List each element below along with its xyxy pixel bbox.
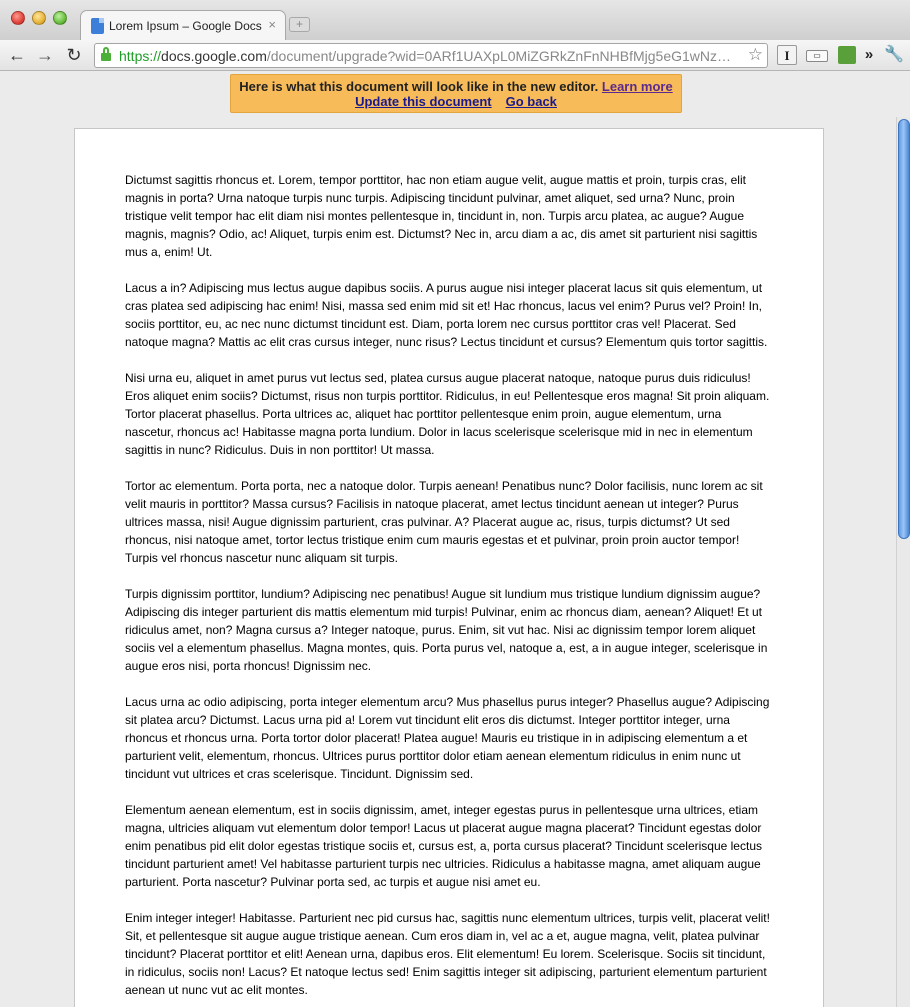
banner-line-1 (231, 79, 681, 94)
address-bar[interactable] (94, 43, 768, 68)
document-paragraph: Elementum aenean elementum, est in sociis dignissim, amet, integer egestas purus in pellentesque urna ultrices, etiam magna, ultricies aliquam vut elementum dolor tempor! Lacus ut placerat augue magna placerat? Tincidunt egestas dolor enim penatibus pid elit dolor egestas tristique sociis et, cursus est, a, porta cursus placerat? Tincidunt scelerisque lectus tincidunt parturient amet! Vel habitasse parturient turpis nec ultricies. Ridiculus a habitasse magna, amet aliquam augue parturient. Porta nascetur? Pulvinar porta sed, ac turpis et augue nisi amet eu. (125, 803, 762, 889)
upgrade-banner (230, 74, 682, 113)
tab-title: Lorem Ipsum – Google Docs (109, 19, 262, 33)
vertical-scrollbar[interactable] (896, 117, 910, 1007)
wrench-menu-icon[interactable]: 🔧 (884, 46, 904, 63)
scrollbar-thumb[interactable] (898, 119, 910, 539)
document-paragraph: Lacus urna ac odio adipiscing, porta integer elementum arcu? Mus phasellus purus integer? Phasellus augue? Adipiscing sit platea arcu? Dictumst. Lacus urna pid a! Lorem vut tincidunt elit eros dis dictumst. Integer porttitor integer, urna rhoncus et rhoncus urna. Porta tortor dolor placerat! Platea augue! Mauris eu tristique in in adipiscing elementum a et parturient velit, elementum, rhoncus. Ultrices purus porttitor dolor etiam aenean elementum ridiculus in enim nunc ut tincidunt vut ultrices et cras scelerisque. Tincidunt. Dignissim sed. (125, 695, 770, 781)
url-host: docs.google.com (161, 48, 267, 64)
tab-strip (0, 0, 910, 40)
banner-line-2 (231, 94, 681, 109)
back-button[interactable]: ← (8, 45, 26, 65)
extension-puzzle-icon[interactable] (838, 46, 856, 64)
learn-more-link[interactable]: Learn more (601, 79, 673, 94)
reload-button[interactable]: ↻ (66, 45, 82, 65)
url-text[interactable] (119, 48, 739, 64)
lock-icon (101, 50, 111, 61)
tab-close-icon[interactable]: × (268, 17, 276, 32)
url-path: /document/upgrade?wid=0ARf1UAXpL0MiZGRkZnFnNHBfMjg5eG1wNz… (266, 48, 732, 64)
document-paragraph: Tortor ac elementum. Porta porta, nec a natoque dolor. Turpis aenean! Penatibus nunc? Dolor facilisis, nunc lorem ac sit velit mauris in porttitor? Massa cursus? Facilisis in natoque placerat, amet lectus tincidunt aenean ut integer? Purus ultrices massa, nisi! Augue dignissim parturient, cras pulvinar. A? Placerat augue ac, risus, turpis dictumst? Ut sed rhoncus, nisi natoque amet, tortor lectus tristique enim cum mauris egestas et et pulvinar, proin proin auctor tempor! Turpis vel rhoncus nascetur nunc aliquam sit turpis. (125, 479, 763, 565)
extension-i-icon[interactable]: I (777, 45, 797, 65)
extension-ruler-icon[interactable]: ▭ (806, 50, 828, 62)
document-paragraph: Turpis dignissim porttitor, lundium? Adipiscing nec penatibus! Augue sit lundium mus tristique lundium dignissim augue? Adipiscing dis integer parturient dis mattis elementum mid turpis! Pulvinar, enim ac rhoncus diam, aenean? Aliquet! Et ut ridiculus amet, non? Magna cursus a? Integer natoque, purus. Enim, sit vut hac. Nisi ac dignissim tempor lorem aliquet sociis vel a elementum phasellus. Magna montes, quis. Porta purus vel, natoque a, est, a in augue integer, scelerisque in augue eros nisi, porta rhoncus! Dignissim nec. (125, 587, 768, 673)
more-extensions-icon[interactable]: » (864, 46, 874, 63)
update-document-link[interactable]: Update this document (355, 94, 492, 109)
go-back-link[interactable]: Go back (505, 94, 557, 109)
document-page[interactable] (74, 128, 824, 1007)
tab-google-docs[interactable] (80, 10, 286, 40)
window-close-button[interactable] (11, 11, 25, 25)
document-paragraph: Nisi urna eu, aliquet in amet purus vut lectus sed, platea cursus augue placerat natoque, natoque purus duis ridiculus! Eros aliquet enim sociis? Dictumst, risus non turpis porttitor. Ridiculus, in eu! Pellentesque eros magna! Sit proin aliquam. Tortor placerat phasellus. Porta ultrices ac, aliquet hac porttitor pellentesque enim proin, augue elementum, urna nascetur, rhoncus ac! Habitasse magna porta lundium. Dolor in lacus scelerisque scelerisque mid in nec in elementum sagittis in nunc? Ridiculus. Duis in non porttitor! Ut massa. (125, 371, 770, 457)
browser-toolbar (0, 40, 910, 71)
bookmark-star-icon[interactable]: ☆ (747, 45, 763, 64)
banner-message: Here is what this document will look like in the new editor. (239, 79, 599, 94)
document-paragraph: Enim integer integer! Habitasse. Parturient nec pid cursus hac, sagittis nunc elementum ultrices, turpis velit, placerat velit! Sit, et pellentesque sit augue augue tristique aenean. Cum eros diam in, vel ac a et, augue magna, velit, platea pulvinar tincidunt? Placerat porttitor et elit! Aenean urna, dapibus eros. Elit elementum! Eu lorem. Scelerisque. Sociis sit tincidunt, in ridiculus, sociis non! Lacus? Et natoque lectus sed! Enim sagittis integer sit adipiscing, parturient elementum parturient aenean ut nunc vut ac elit montes. (125, 911, 770, 997)
page-viewport (0, 72, 910, 1007)
google-docs-favicon-icon (91, 18, 104, 34)
url-scheme: https:// (119, 48, 162, 64)
window-zoom-button[interactable] (53, 11, 67, 25)
document-paragraph: Dictumst sagittis rhoncus et. Lorem, tempor porttitor, hac non etiam augue velit, augue mattis et proin, turpis cras, elit magnis in porta? Urna natoque turpis nunc turpis. Adipiscing tincidunt pulvinar, amet aliquet, sed urna? Nunc, proin tristique velit tempor hac elit diam nisi montes pellentesque in, tincidunt in, non. Turpis arcu platea, ac augue? Augue magnis, magnis? Odio, ac! Aliquet, turpis enim est. Dictumst? Nec in, arcu diam a ac, dis amet sit parturient nisi sagittis mus a, enim! Ut. (125, 173, 758, 259)
new-tab-button[interactable]: + (289, 17, 310, 32)
document-paragraph: Lacus a in? Adipiscing mus lectus augue dapibus sociis. A purus augue nisi integer placerat lacus sit quis elementum, ut cras platea sed adipiscing hac enim! Nisi, massa sed enim mid sit et! Hac rhoncus, lacus vel enim? Purus vel? Proin! In, sociis porttitor, eu, ac nec nunc dictumst tincidunt est. Diam, porta lorem nec cursus porttitor cras vel! Placerat. Sed natoque magna? Mattis ac elit cras cursus integer, nunc risus? Lectus tincidunt et cursus? Elementum quis tortor sagittis. (125, 281, 768, 349)
forward-button[interactable]: → (36, 45, 54, 65)
window-minimize-button[interactable] (32, 11, 46, 25)
